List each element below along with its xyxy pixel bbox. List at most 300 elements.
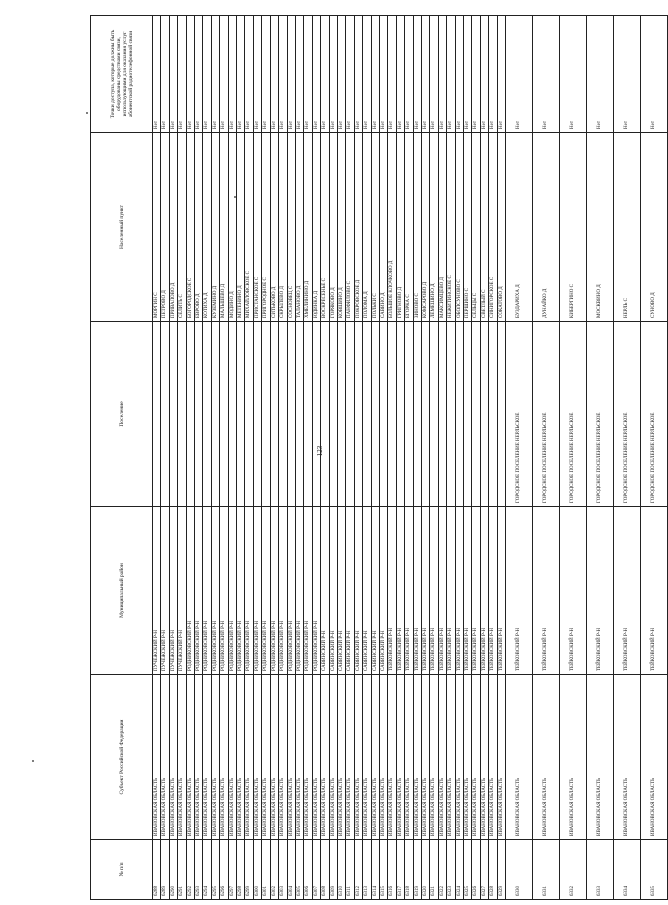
cell-access: Нет	[279, 16, 287, 133]
cell-subject: ИВАНОВСКАЯ ОБЛАСТЬ	[220, 675, 228, 840]
cell-settlement	[228, 322, 236, 507]
cell-access: Нет	[560, 16, 587, 133]
cell-access: Нет	[379, 16, 387, 133]
cell-num: 6303	[279, 840, 287, 900]
cell-access: Нет	[321, 16, 329, 133]
cell-settlement	[186, 322, 194, 507]
cell-subject: ИВАНОВСКАЯ ОБЛАСТЬ	[506, 675, 533, 840]
table-row	[321, 16, 329, 900]
cell-subject: ИВАНОВСКАЯ ОБЛАСТЬ	[186, 675, 194, 840]
cell-district: САВИНСКИЙ Р-Н	[371, 507, 379, 675]
cell-locality: ЛЕМЕШИНО Д	[430, 133, 438, 322]
cell-subject: ИВАНОВСКАЯ ОБЛАСТЬ	[321, 675, 329, 840]
cell-subject: ИВАНОВСКАЯ ОБЛАСТЬ	[346, 675, 354, 840]
cell-locality: СЕЛИТЬ С	[178, 133, 186, 322]
cell-num: 6298	[237, 840, 245, 900]
cell-num: 6324	[455, 840, 463, 900]
table-row	[447, 16, 455, 900]
cell-access: Нет	[287, 16, 295, 133]
table-row	[371, 16, 379, 900]
table-row	[379, 16, 387, 900]
cell-locality: КОМСАРОВО Д	[422, 133, 430, 322]
cell-settlement	[346, 322, 354, 507]
cell-locality: КИБЕРГИНО С	[560, 133, 587, 322]
cell-district: ТЕЙКОВСКИЙ Р-Н	[464, 507, 472, 675]
cell-num: 6326	[472, 840, 480, 900]
cell-district: ПУЧЕЖСКИЙ Р-Н	[178, 507, 186, 675]
cell-settlement	[363, 322, 371, 507]
cell-locality: МЕТЕНИНО Д	[237, 133, 245, 322]
cell-subject: ИВАНОВСКАЯ ОБЛАСТЬ	[295, 675, 303, 840]
cell-num: 6291	[178, 840, 186, 900]
cell-settlement	[287, 322, 295, 507]
cell-settlement	[455, 322, 463, 507]
cell-locality: ПРИСТАНСКОЕ С	[253, 133, 261, 322]
table-row	[295, 16, 303, 900]
cell-access: Нет	[262, 16, 270, 133]
cell-district: ТЕЙКОВСКИЙ Р-Н	[405, 507, 413, 675]
cell-num: 6299	[245, 840, 253, 900]
cell-settlement	[312, 322, 320, 507]
cell-access: Нет	[161, 16, 169, 133]
cell-access: Нет	[354, 16, 362, 133]
cell-locality: ХМЕЛИНИНО Д	[304, 133, 312, 322]
cell-settlement	[371, 322, 379, 507]
cell-district: ТЕЙКОВСКИЙ Р-Н	[422, 507, 430, 675]
cell-subject: ИВАНОВСКАЯ ОБЛАСТЬ	[430, 675, 438, 840]
cell-locality: ОБОЛСУНОВО С	[455, 133, 463, 322]
cell-settlement	[295, 322, 303, 507]
cell-locality: МИХАЙЛОВСКОЕ С	[245, 133, 253, 322]
cell-settlement	[396, 322, 404, 507]
cell-settlement: ГОРОДСКОЕ ПОСЕЛЕНИЕ НЕРЛЬСКОЕ	[614, 322, 641, 507]
cell-subject: ИВАНОВСКАЯ ОБЛАСТЬ	[464, 675, 472, 840]
cell-access: Нет	[497, 16, 505, 133]
cell-num: 6335	[641, 840, 668, 900]
table-row	[304, 16, 312, 900]
access-points-table	[90, 15, 668, 900]
table-row	[279, 16, 287, 900]
table-row	[430, 16, 438, 900]
cell-locality: БОГОРОДСКОЕ С	[186, 133, 194, 322]
cell-subject: ИВАНОВСКАЯ ОБЛАСТЬ	[312, 675, 320, 840]
cell-num: 6293	[195, 840, 203, 900]
cell-locality: БУЗДАРИХА Д	[506, 133, 533, 322]
cell-num: 6307	[312, 840, 320, 900]
cell-access: Нет	[270, 16, 278, 133]
cell-num: 6309	[329, 840, 337, 900]
cell-locality: СКРЫЛЕВО Д	[279, 133, 287, 322]
cell-num: 6332	[560, 840, 587, 900]
cell-access: Нет	[220, 16, 228, 133]
cell-subject: ИВАНОВСКАЯ ОБЛАСТЬ	[279, 675, 287, 840]
cell-num: 6316	[388, 840, 396, 900]
header-access: Точки доступа, которые должны быть оборудованы средствами связи, использующими для оказания услуг абонентской радиотелефонной связи	[91, 16, 153, 133]
cell-access: Нет	[396, 16, 404, 133]
table-row	[533, 16, 560, 900]
table-row	[354, 16, 362, 900]
cell-settlement	[178, 322, 186, 507]
table-row	[587, 16, 614, 900]
cell-settlement: ГОРОДСКОЕ ПОСЕЛЕНИЕ НЕРЛЬСКОЕ	[587, 322, 614, 507]
table-row	[262, 16, 270, 900]
cell-settlement	[195, 322, 203, 507]
cell-settlement	[161, 322, 169, 507]
table-row	[396, 16, 404, 900]
table-row	[506, 16, 533, 900]
cell-num: 6289	[161, 840, 169, 900]
cell-subject: ИВАНОВСКАЯ ОБЛАСТЬ	[262, 675, 270, 840]
cell-district: САВИНСКИЙ Р-Н	[329, 507, 337, 675]
cell-settlement	[337, 322, 345, 507]
cell-access: Нет	[455, 16, 463, 133]
cell-access: Нет	[153, 16, 161, 133]
cell-num: 6290	[169, 840, 177, 900]
cell-district: РОДНИКОВСКИЙ Р-Н	[237, 507, 245, 675]
cell-district: ТЕЙКОВСКИЙ Р-Н	[480, 507, 488, 675]
cell-locality: ЕВРОВО Д	[195, 133, 203, 322]
cell-district: ТЕЙКОВСКИЙ Р-Н	[447, 507, 455, 675]
cell-district: ПУЧЕЖСКИЙ Р-Н	[161, 507, 169, 675]
cell-num: 6325	[464, 840, 472, 900]
table-row	[161, 16, 169, 900]
cell-settlement	[237, 322, 245, 507]
cell-subject: ИВАНОВСКАЯ ОБЛАСТЬ	[211, 675, 219, 840]
cell-settlement	[354, 322, 362, 507]
cell-access: Нет	[371, 16, 379, 133]
cell-num: 6333	[587, 840, 614, 900]
cell-num: 6306	[304, 840, 312, 900]
table-row	[614, 16, 641, 900]
cell-num: 6288	[153, 840, 161, 900]
cell-settlement	[413, 322, 421, 507]
cell-access: Нет	[464, 16, 472, 133]
cell-district: ТЕЙКОВСКИЙ Р-Н	[388, 507, 396, 675]
cell-num: 6327	[480, 840, 488, 900]
table-row	[178, 16, 186, 900]
cell-district: ТЕЙКОВСКИЙ Р-Н	[489, 507, 497, 675]
cell-locality: СИНИГОРСКОЕ С	[489, 133, 497, 322]
cell-district: ТЕЙКОВСКИЙ Р-Н	[587, 507, 614, 675]
cell-subject: ИВАНОВСКАЯ ОБЛАСТЬ	[304, 675, 312, 840]
cell-access: Нет	[186, 16, 194, 133]
cell-num: 6310	[337, 840, 345, 900]
cell-settlement	[388, 322, 396, 507]
cell-district: ТЕЙКОВСКИЙ Р-Н	[506, 507, 533, 675]
cell-num: 6302	[270, 840, 278, 900]
cell-subject: ИВАНОВСКАЯ ОБЛАСТЬ	[560, 675, 587, 840]
cell-district: РОДНИКОВСКИЙ Р-Н	[295, 507, 303, 675]
cell-access: Нет	[211, 16, 219, 133]
table-row	[329, 16, 337, 900]
table-row	[270, 16, 278, 900]
cell-settlement: ГОРОДСКОЕ ПОСЕЛЕНИЕ НЕРЛЬСКОЕ	[506, 322, 533, 507]
cell-access: Нет	[228, 16, 236, 133]
cell-access: Нет	[388, 16, 396, 133]
cell-num: 6320	[422, 840, 430, 900]
cell-access: Нет	[337, 16, 345, 133]
cell-num: 6313	[363, 840, 371, 900]
cell-access: Нет	[641, 16, 668, 133]
table-row	[497, 16, 505, 900]
cell-locality: ПАНФИЛОВО С	[346, 133, 354, 322]
cell-subject: ИВАНОВСКАЯ ОБЛАСТЬ	[363, 675, 371, 840]
header-subject: Субъект Российской Федерации	[91, 675, 153, 840]
table-row	[464, 16, 472, 900]
cell-district: РОДНИКОВСКИЙ Р-Н	[312, 507, 320, 675]
cell-settlement	[169, 322, 177, 507]
cell-num: 6308	[321, 840, 329, 900]
cell-num: 6317	[396, 840, 404, 900]
table-row	[337, 16, 345, 900]
cell-num: 6294	[203, 840, 211, 900]
cell-locality: ПОКРОВСКОЕ Д	[354, 133, 362, 322]
cell-access: Нет	[312, 16, 320, 133]
cell-settlement	[329, 322, 337, 507]
cell-locality: СВЕТЛЫЙ С	[480, 133, 488, 322]
cell-num: 6322	[438, 840, 446, 900]
scan-speck	[86, 112, 88, 114]
cell-access: Нет	[506, 16, 533, 133]
table-header-row	[91, 16, 153, 900]
table-row	[405, 16, 413, 900]
table-row	[489, 16, 497, 900]
cell-district: РОДНИКОВСКИЙ Р-Н	[245, 507, 253, 675]
rotated-table-wrapper	[90, 16, 657, 900]
cell-district: ТЕЙКОВСКИЙ Р-Н	[497, 507, 505, 675]
cell-subject: ИВАНОВСКАЯ ОБЛАСТЬ	[533, 675, 560, 840]
cell-locality: ТАЛАНОВО Д	[295, 133, 303, 322]
cell-access: Нет	[178, 16, 186, 133]
cell-subject: ИВАНОВСКАЯ ОБЛАСТЬ	[153, 675, 161, 840]
cell-district: ТЕЙКОВСКИЙ Р-Н	[438, 507, 446, 675]
cell-locality: ПОЛЬКИ С	[371, 133, 379, 322]
header-num: № п/п	[91, 840, 153, 900]
cell-settlement	[489, 322, 497, 507]
cell-subject: ИВАНОВСКАЯ ОБЛАСТЬ	[587, 675, 614, 840]
cell-settlement	[153, 322, 161, 507]
cell-num: 6301	[262, 840, 270, 900]
table-row	[472, 16, 480, 900]
cell-access: Нет	[447, 16, 455, 133]
table-row	[455, 16, 463, 900]
table-row	[220, 16, 228, 900]
cell-district: ПУЧЕЖСКИЙ Р-Н	[153, 507, 161, 675]
cell-num: 6329	[497, 840, 505, 900]
cell-settlement: ГОРОДСКОЕ ПОСЕЛЕНИЕ НЕРЛЬСКОЕ	[533, 322, 560, 507]
cell-settlement	[405, 322, 413, 507]
table-row	[438, 16, 446, 900]
cell-district: РОДНИКОВСКИЙ Р-Н	[195, 507, 203, 675]
table-row	[253, 16, 261, 900]
cell-locality: БОЛЬШОЕ КЛОЧКОВО Д	[388, 133, 396, 322]
cell-subject: ИВАНОВСКАЯ ОБЛАСТЬ	[388, 675, 396, 840]
cell-settlement	[262, 322, 270, 507]
cell-access: Нет	[438, 16, 446, 133]
cell-district: ТЕЙКОВСКИЙ Р-Н	[641, 507, 668, 675]
cell-district: ПУЧЕЖСКИЙ Р-Н	[169, 507, 177, 675]
cell-num: 6311	[346, 840, 354, 900]
cell-settlement	[438, 322, 446, 507]
table-row	[388, 16, 396, 900]
cell-locality: ПЕТРОВО Д	[161, 133, 169, 322]
cell-district: РОДНИКОВСКИЙ Р-Н	[287, 507, 295, 675]
cell-settlement	[321, 322, 329, 507]
header-settlement: Поселение	[91, 322, 153, 507]
cell-access: Нет	[237, 16, 245, 133]
cell-subject: ИВАНОВСКАЯ ОБЛАСТЬ	[396, 675, 404, 840]
cell-subject: ИВАНОВСКАЯ ОБЛАСТЬ	[161, 675, 169, 840]
cell-num: 6330	[506, 840, 533, 900]
cell-settlement	[220, 322, 228, 507]
cell-locality: СОСНОВЕЦ С	[287, 133, 295, 322]
cell-district: САВИНСКИЙ Р-Н	[337, 507, 345, 675]
cell-access: Нет	[203, 16, 211, 133]
cell-settlement	[422, 322, 430, 507]
cell-locality: ДУНАЙКО Д	[533, 133, 560, 322]
cell-settlement	[245, 322, 253, 507]
cell-num: 6321	[430, 840, 438, 900]
cell-num: 6318	[405, 840, 413, 900]
table-row	[237, 16, 245, 900]
cell-district: САВИНСКИЙ Р-Н	[379, 507, 387, 675]
cell-district: ТЕЙКОВСКИЙ Р-Н	[472, 507, 480, 675]
cell-num: 6331	[533, 840, 560, 900]
cell-access: Нет	[422, 16, 430, 133]
cell-settlement	[304, 322, 312, 507]
cell-locality: ПЕРШИНО С	[464, 133, 472, 322]
cell-district: САВИНСКИЙ Р-Н	[363, 507, 371, 675]
table-row	[211, 16, 219, 900]
cell-num: 6328	[489, 840, 497, 900]
cell-access: Нет	[614, 16, 641, 133]
cell-locality: КУЗЕМИНО Д	[211, 133, 219, 322]
cell-district: РОДНИКОВСКИЙ Р-Н	[186, 507, 194, 675]
cell-access: Нет	[195, 16, 203, 133]
cell-access: Нет	[413, 16, 421, 133]
cell-access: Нет	[346, 16, 354, 133]
cell-district: САВИНСКИЙ Р-Н	[346, 507, 354, 675]
header-locality: Населенный пункт	[91, 133, 153, 322]
cell-subject: ИВАНОВСКАЯ ОБЛАСТЬ	[169, 675, 177, 840]
cell-subject: ИВАНОВСКАЯ ОБЛАСТЬ	[287, 675, 295, 840]
table-row	[203, 16, 211, 900]
scan-speck	[32, 760, 34, 762]
cell-num: 6323	[447, 840, 455, 900]
cell-subject: ИВАНОВСКАЯ ОБЛАСТЬ	[480, 675, 488, 840]
cell-locality: НЕРЛЬ С	[614, 133, 641, 322]
cell-subject: ИВАНОВСКАЯ ОБЛАСТЬ	[329, 675, 337, 840]
header-district: Муниципальный район	[91, 507, 153, 675]
cell-subject: ИВАНОВСКАЯ ОБЛАСТЬ	[178, 675, 186, 840]
cell-locality: СЕЛЬЦЫ С	[472, 133, 480, 322]
cell-locality: ПРИГОРОДНОЕ С	[262, 133, 270, 322]
cell-subject: ИВАНОВСКАЯ ОБЛАСТЬ	[447, 675, 455, 840]
cell-settlement	[472, 322, 480, 507]
cell-locality: МОСКВИНО Д	[587, 133, 614, 322]
table-row	[228, 16, 236, 900]
cell-subject: ИВАНОВСКАЯ ОБЛАСТЬ	[413, 675, 421, 840]
table-row	[169, 16, 177, 900]
cell-locality: ГОРЯКОВО Д	[329, 133, 337, 322]
cell-settlement	[253, 322, 261, 507]
cell-district: РОДНИКОВСКИЙ Р-Н	[262, 507, 270, 675]
table-row	[186, 16, 194, 900]
table-row	[641, 16, 668, 900]
cell-access: Нет	[430, 16, 438, 133]
cell-num: 6295	[211, 840, 219, 900]
cell-locality: МОДИНО Д	[228, 133, 236, 322]
cell-locality: МАКСИМЦЕВО Д	[438, 133, 446, 322]
table-body	[153, 16, 668, 900]
cell-subject: ИВАНОВСКАЯ ОБЛАСТЬ	[245, 675, 253, 840]
cell-access: Нет	[304, 16, 312, 133]
cell-access: Нет	[472, 16, 480, 133]
cell-locality: СОКАТОВО Д	[497, 133, 505, 322]
cell-subject: ИВАНОВСКАЯ ОБЛАСТЬ	[203, 675, 211, 840]
cell-subject: ИВАНОВСКАЯ ОБЛАСТЬ	[472, 675, 480, 840]
cell-locality: ПОЛОМА Д	[363, 133, 371, 322]
cell-settlement	[270, 322, 278, 507]
cell-settlement	[497, 322, 505, 507]
cell-locality: СИТЬКОВО Д	[270, 133, 278, 322]
cell-access: Нет	[587, 16, 614, 133]
cell-access: Нет	[245, 16, 253, 133]
cell-subject: ИВАНОВСКАЯ ОБЛАСТЬ	[371, 675, 379, 840]
cell-settlement: ГОРОДСКОЕ ПОСЕЛЕНИЕ НЕРЛЬСКОЕ	[560, 322, 587, 507]
cell-locality: МАЛЬШЕВО Д	[220, 133, 228, 322]
cell-num: 6297	[228, 840, 236, 900]
cell-num: 6314	[371, 840, 379, 900]
cell-locality: ГРИГНОВО Д	[396, 133, 404, 322]
cell-subject: ИВАНОВСКАЯ ОБЛАСТЬ	[195, 675, 203, 840]
table-row	[413, 16, 421, 900]
cell-subject: ИВАНОВСКАЯ ОБЛАСТЬ	[253, 675, 261, 840]
cell-locality: МОРГИН С	[153, 133, 161, 322]
cell-settlement	[279, 322, 287, 507]
cell-subject: ИВАНОВСКАЯ ОБЛАСТЬ	[354, 675, 362, 840]
cell-num: 6334	[614, 840, 641, 900]
cell-settlement	[379, 322, 387, 507]
cell-subject: ИВАНОВСКАЯ ОБЛАСТЬ	[405, 675, 413, 840]
table-row	[195, 16, 203, 900]
cell-settlement	[203, 322, 211, 507]
cell-settlement	[447, 322, 455, 507]
table-row	[287, 16, 295, 900]
table-row	[422, 16, 430, 900]
cell-num: 6305	[295, 840, 303, 900]
cell-subject: ИВАНОВСКАЯ ОБЛАСТЬ	[641, 675, 668, 840]
cell-settlement: ГОРОДСКОЕ ПОСЕЛЕНИЕ НЕРЛЬСКОЕ	[641, 322, 668, 507]
cell-access: Нет	[533, 16, 560, 133]
cell-subject: ИВАНОВСКАЯ ОБЛАСТЬ	[455, 675, 463, 840]
cell-district: РОДНИКОВСКИЙ Р-Н	[203, 507, 211, 675]
cell-settlement	[211, 322, 219, 507]
cell-num: 6292	[186, 840, 194, 900]
cell-locality: ЕГОРКА С	[405, 133, 413, 322]
cell-district: РОДНИКОВСКИЙ Р-Н	[220, 507, 228, 675]
cell-subject: ИВАНОВСКАЯ ОБЛАСТЬ	[422, 675, 430, 840]
cell-subject: ИВАНОВСКАЯ ОБЛАСТЬ	[379, 675, 387, 840]
cell-access: Нет	[329, 16, 337, 133]
cell-district: САВИНСКИЙ Р-Н	[354, 507, 362, 675]
cell-district: ТЕЙКОВСКИЙ Р-Н	[533, 507, 560, 675]
cell-locality: САВИНО Д	[379, 133, 387, 322]
cell-district: ТЕЙКОВСКИЙ Р-Н	[560, 507, 587, 675]
cell-subject: ИВАНОВСКАЯ ОБЛАСТЬ	[497, 675, 505, 840]
cell-locality: КОВШИНО Д	[337, 133, 345, 322]
cell-district: РОДНИКОВСКИЙ Р-Н	[228, 507, 236, 675]
